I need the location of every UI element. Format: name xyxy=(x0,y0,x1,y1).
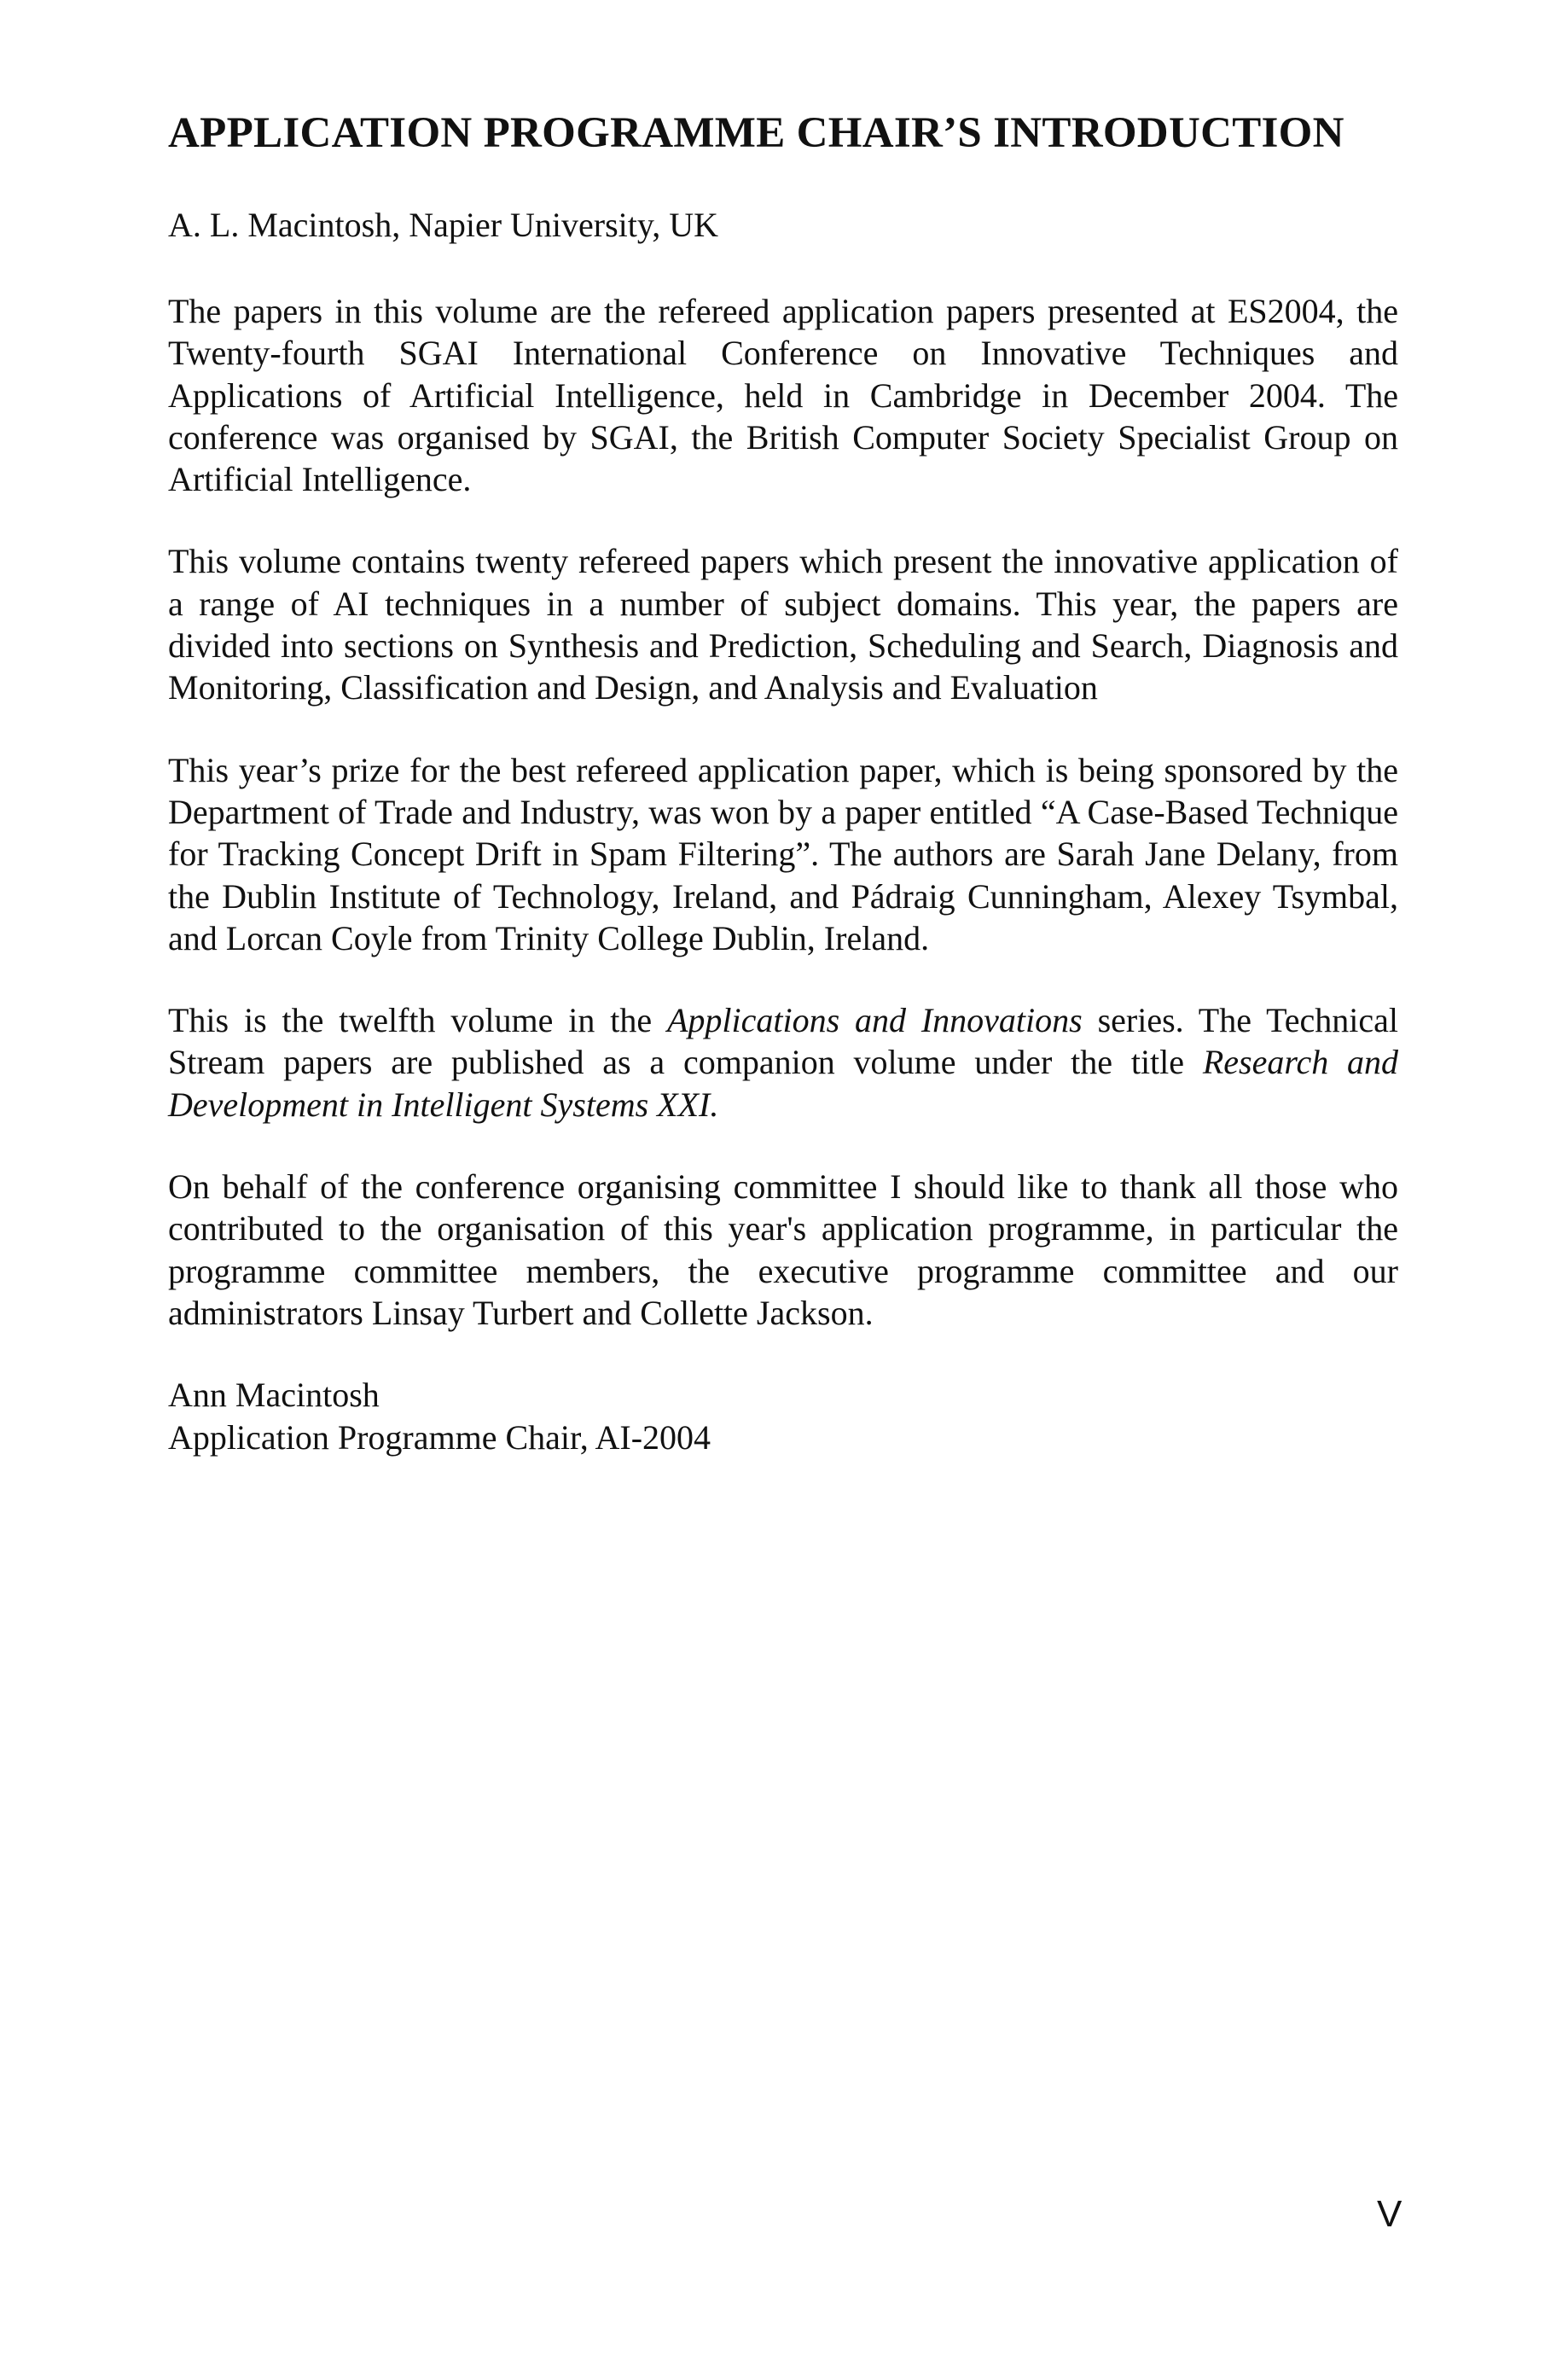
page-title: APPLICATION PROGRAMME CHAIR’S INTRODUCTION xyxy=(168,109,1344,157)
signature-block xyxy=(168,1374,1398,1458)
author-line: A. L. Macintosh, Napier University, UK xyxy=(168,206,719,244)
body-text xyxy=(168,290,1398,1458)
series-text-part2: series. The Technical Stream papers are published as a companion volume under the title xyxy=(168,1001,1399,1082)
paragraph-series xyxy=(168,999,1398,1126)
companion-title: Research and Development in Intelligent Systems XXI. xyxy=(168,1043,1399,1124)
signature-name: Ann Macintosh xyxy=(168,1376,380,1415)
paragraph-prize: This year’s prize for the best refereed application paper, which is being sponsored by the Department of Trade and Industry, was won by a paper entitled “A Case-Based Technique for Tracking Concept Drift in Spam Filtering”. The authors are Sarah Jane Delany, from the Dublin Institute of Technology, Ireland, and Pádraig Cunningham, Alexey Tsymbal, and Lorcan Coyle from Trinity College Dublin, Ireland. xyxy=(168,750,1398,957)
paragraph-volume-contents: This volume contains twenty refereed papers which present the innovative application of a range of AI techniques in a number of subject domains. This year, the papers are divided into sections on Synthesis and Prediction, Scheduling and Search, Diagnosis and Monitoring, Classification and Design, and Analysis and Evaluation xyxy=(168,542,1398,707)
page-number: V xyxy=(1377,2193,1402,2235)
paragraph-conference: The papers in this volume are the refereed application papers presented at ES2004, the Twenty-fourth SGAI International Conference on Innovative Techniques and Applications of Artificial Intelligence, held in Cambridge in December 2004. The conference was organised by SGAI, the British Computer Society Specialist Group on Artificial Intelligence. xyxy=(168,292,1398,499)
signature-role: Application Programme Chair, AI-2004 xyxy=(168,1417,711,1457)
series-text-part1: This is the twelfth volume in the xyxy=(168,1001,667,1040)
series-title: Applications and Innovations xyxy=(666,1001,1083,1040)
paragraph-acknowledgements: On behalf of the conference organising committee I should like to thank all those who contributed to the organisation of this year's application programme, in particular the programme committee members, the executive programme committee and our administrators Linsay Turbert and Collette Jackson. xyxy=(168,1167,1398,1332)
